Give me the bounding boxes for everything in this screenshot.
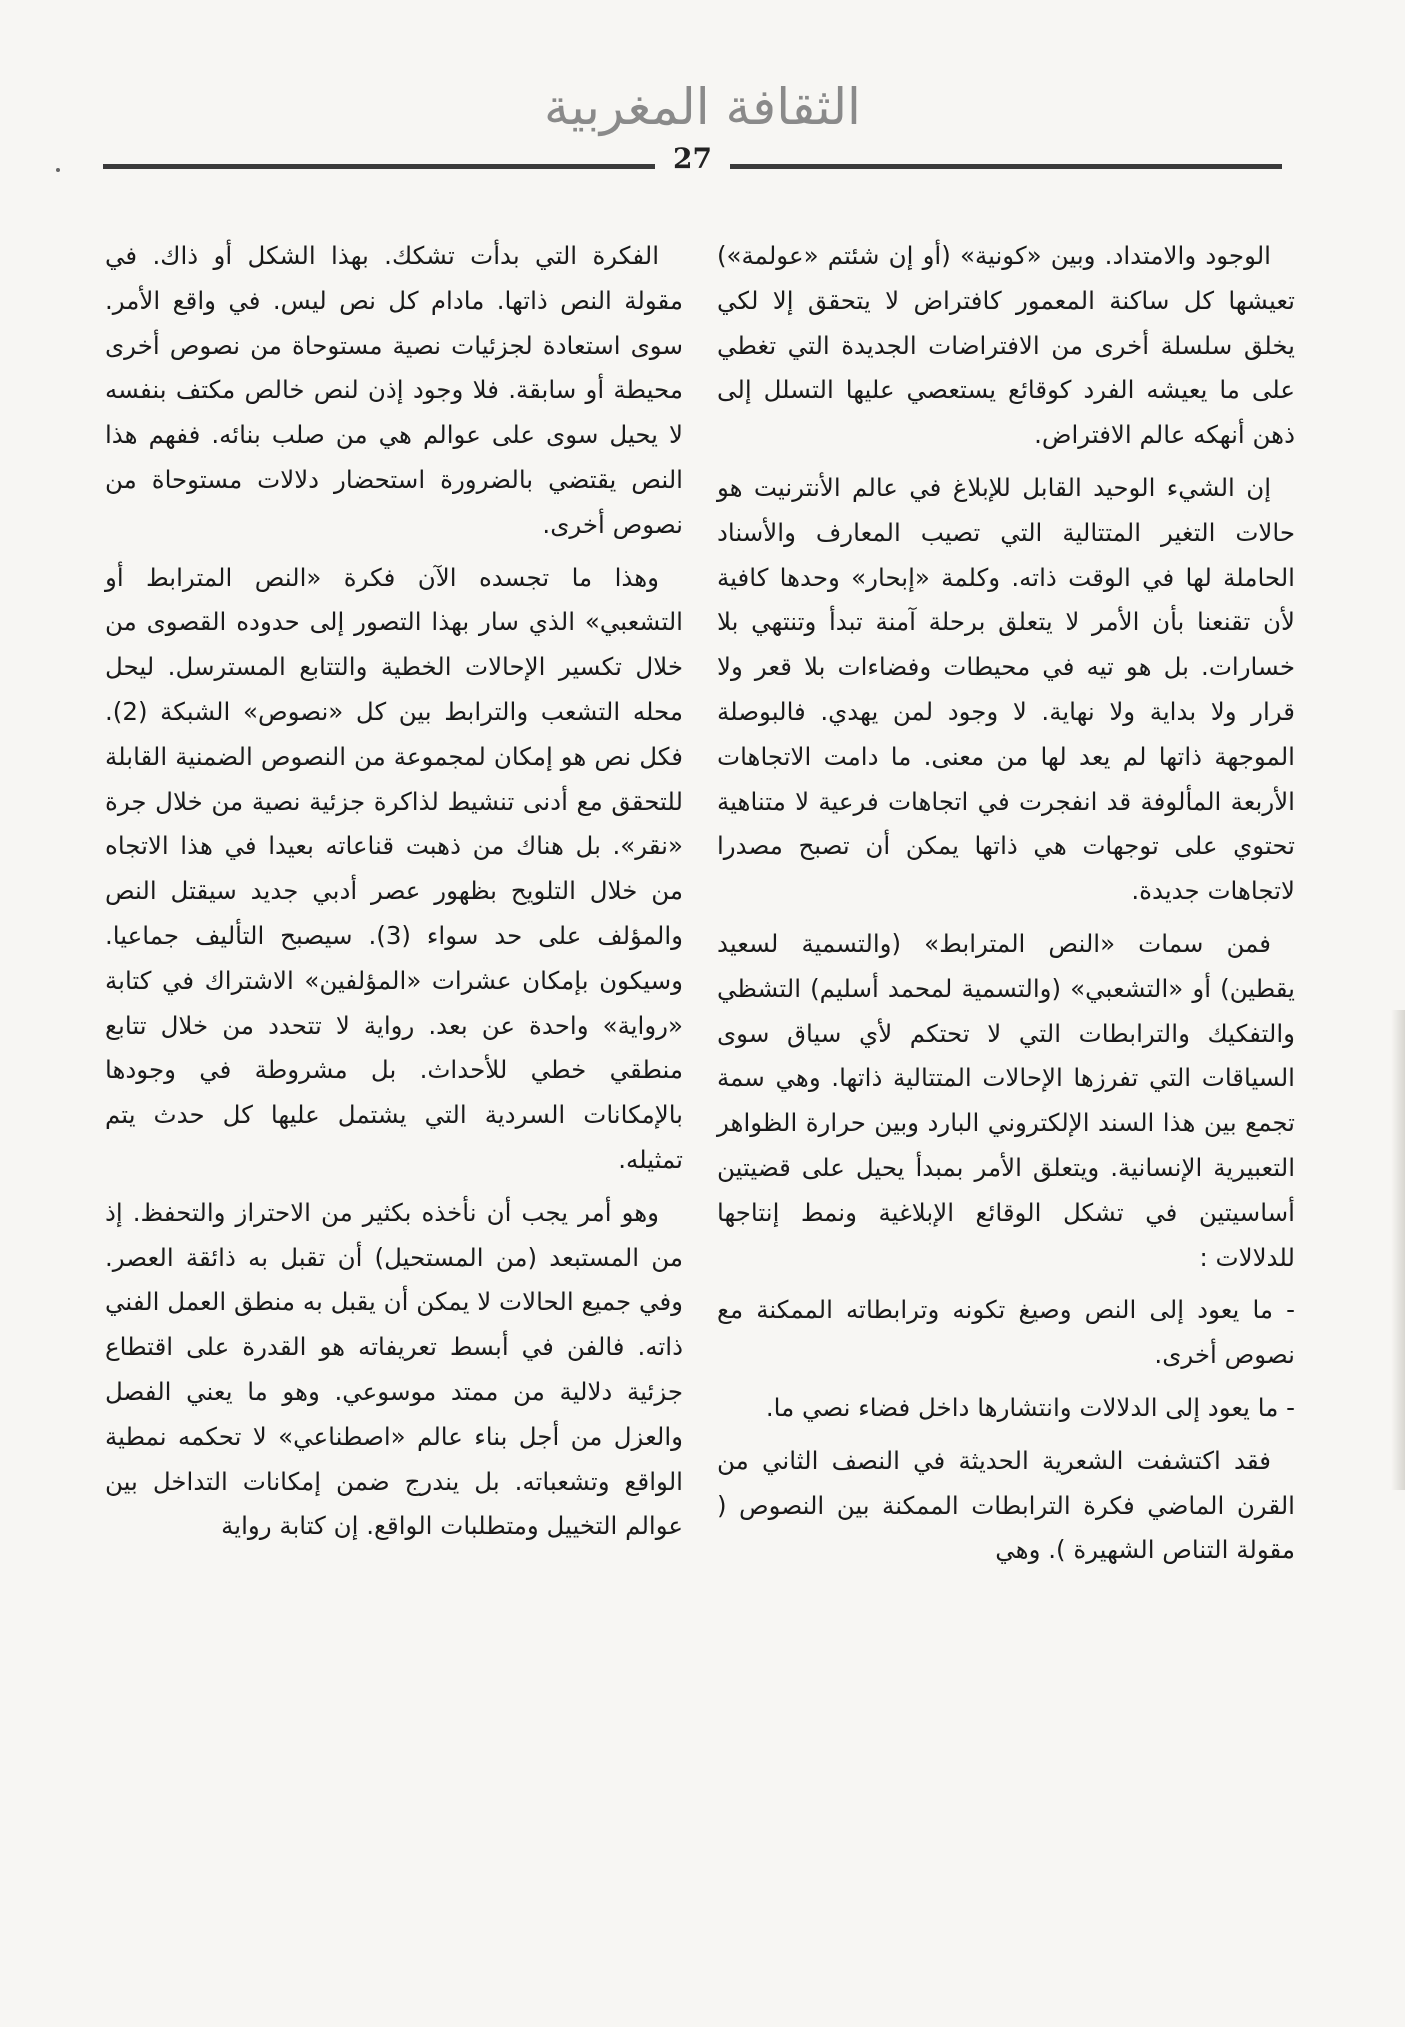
right-text-column bbox=[717, 234, 1295, 1824]
list-item: - ما يعود إلى النص وصيغ تكونه وترابطاته الممكنة مع نصوص أخرى. bbox=[717, 1295, 1295, 1370]
paragraph: الوجود والامتداد. وبين «كونية» (أو إن شئتم «عولمة») تعيشها كل ساكنة المعمور كافتراض لا يتحقق إلا لكي يخلق سلسلة أخرى من الافتراضات الجديدة التي تغطي على ما يعيشه الفرد كوقائع يستعصي عليها التسلل إلى ذهن أنهكه عالم الافتراض. bbox=[717, 241, 1295, 450]
paragraph: إن الشيء الوحيد القابل للإبلاغ في عالم الأنترنيت هو حالات التغير المتتالية التي تصيب المعارف والأسناد الحاملة لها في الوقت ذاته. وكلمة «إبحار» وحدها كافية لأن تقنعنا بأن الأمر لا يتعلق برحلة آمنة تبدأ وتنتهي بلا خسارات. بل هو تيه في محيطات وفضاءات بلا قعر ولا قرار ولا بداية ولا نهاية. لا وجود لمن يهدي. فالبوصلة الموجهة ذاتها لم يعد لها من معنى. ما دامت الاتجاهات الأربعة المألوفة قد انفجرت في اتجاهات فرعية لا متناهية تحتوي على توجهات هي ذاتها يمكن أن تصبح مصدرا لاتجاهات جديدة. bbox=[717, 472, 1295, 906]
margin-dot bbox=[56, 168, 60, 172]
paragraph: فمن سمات «النص المترابط» (والتسمية لسعيد يقطين) أو «التشعبي» (والتسمية لمحمد أسليم) التشظي والتفكيك والترابطات التي لا تحتكم لأي سياق سوى السياقات التي تفرزها الإحالات المتتالية ذاتها. وهي سمة تجمع بين هذا السند الإلكتروني البارد وبين حرارة الظواهر التعبيرية الإنسانية. ويتعلق الأمر بمبدأ يحيل على قضيتين أساسيتين في تشكل الوقائع الإبلاغية ونمط إنتاجها للدلالات : bbox=[717, 928, 1295, 1272]
paragraph: الفكرة التي بدأت تشكك. بهذا الشكل أو ذاك. في مقولة النص ذاتها. مادام كل نص ليس. في واقع الأمر. سوى استعادة لجزئيات نصية مستوحاة من نصوص أخرى محيطة أو سابقة. فلا وجود إذن لنص خالص مكتف بنفسه لا يحيل سوى على عوالم هي من صلب بنائه. ففهم هذا النص يقتضي بالضرورة استحضار دلالات مستوحاة من نصوص أخرى. bbox=[105, 241, 683, 539]
header-rule-right bbox=[730, 164, 1282, 169]
page-number: 27 bbox=[673, 142, 712, 175]
journal-title: الثقافة المغربية bbox=[544, 78, 861, 136]
paragraph: وهو أمر يجب أن نأخذه بكثير من الاحتراز والتحفظ. إذ من المستبعد (من المستحيل) أن تقبل به ذائقة العصر. وفي جميع الحالات لا يمكن أن يقبل به منطق العمل الفني ذاته. فالفن في أبسط تعريفاته هو القدرة على اقتطاع جزئية دلالية من ممتد موسوعي. وهو ما يعني الفصل والعزل من أجل بناء عالم «اصطناعي» لا تحكمه نمطية الواقع وتشعباته. بل يندرج ضمن إمكانات التداخل بين عوالم التخييل ومتطلبات الواقع. إن كتابة رواية bbox=[105, 1197, 683, 1541]
list-item: - ما يعود إلى الدلالات وانتشارها داخل فضاء نصي ما. bbox=[765, 1392, 1295, 1422]
paragraph: وهذا ما تجسده الآن فكرة «النص المترابط أو التشعبي» الذي سار بهذا التصور إلى حدوده القصوى من خلال تكسير الإحالات الخطية والتتابع المسترسل. ليحل محله التشعب والترابط بين كل «نصوص» الشبكة (2). فكل نص هو إمكان لمجموعة من النصوص الضمنية القابلة للتحقق مع أدنى تنشيط لذاكرة جزئية نصية من خلال جرة «نقر». بل هناك من ذهبت قناعاته بعيدا في هذا الاتجاه من خلال التلويح بظهور عصر أدبي جديد سيقتل النص والمؤلف على حد سواء (3). سيصبح التأليف جماعيا. وسيكون بإمكان عشرات «المؤلفين» الاشتراك في كتابة «رواية» واحدة عن بعد. رواية لا تتحدد من خلال تتابع منطقي خطي للأحداث. بل مشروطة في وجودها بالإمكانات السردية التي يشتمل عليها كل حدث يتم تمثيله. bbox=[105, 562, 683, 1174]
left-text-column bbox=[105, 234, 683, 1824]
page-edge-shadow bbox=[1391, 1010, 1405, 1490]
paragraph: فقد اكتشفت الشعرية الحديثة في النصف الثاني من القرن الماضي فكرة الترابطات الممكنة بين النصوص ( مقولة التناص الشهيرة ). وهي bbox=[717, 1445, 1295, 1565]
header-rule-left bbox=[103, 164, 655, 169]
